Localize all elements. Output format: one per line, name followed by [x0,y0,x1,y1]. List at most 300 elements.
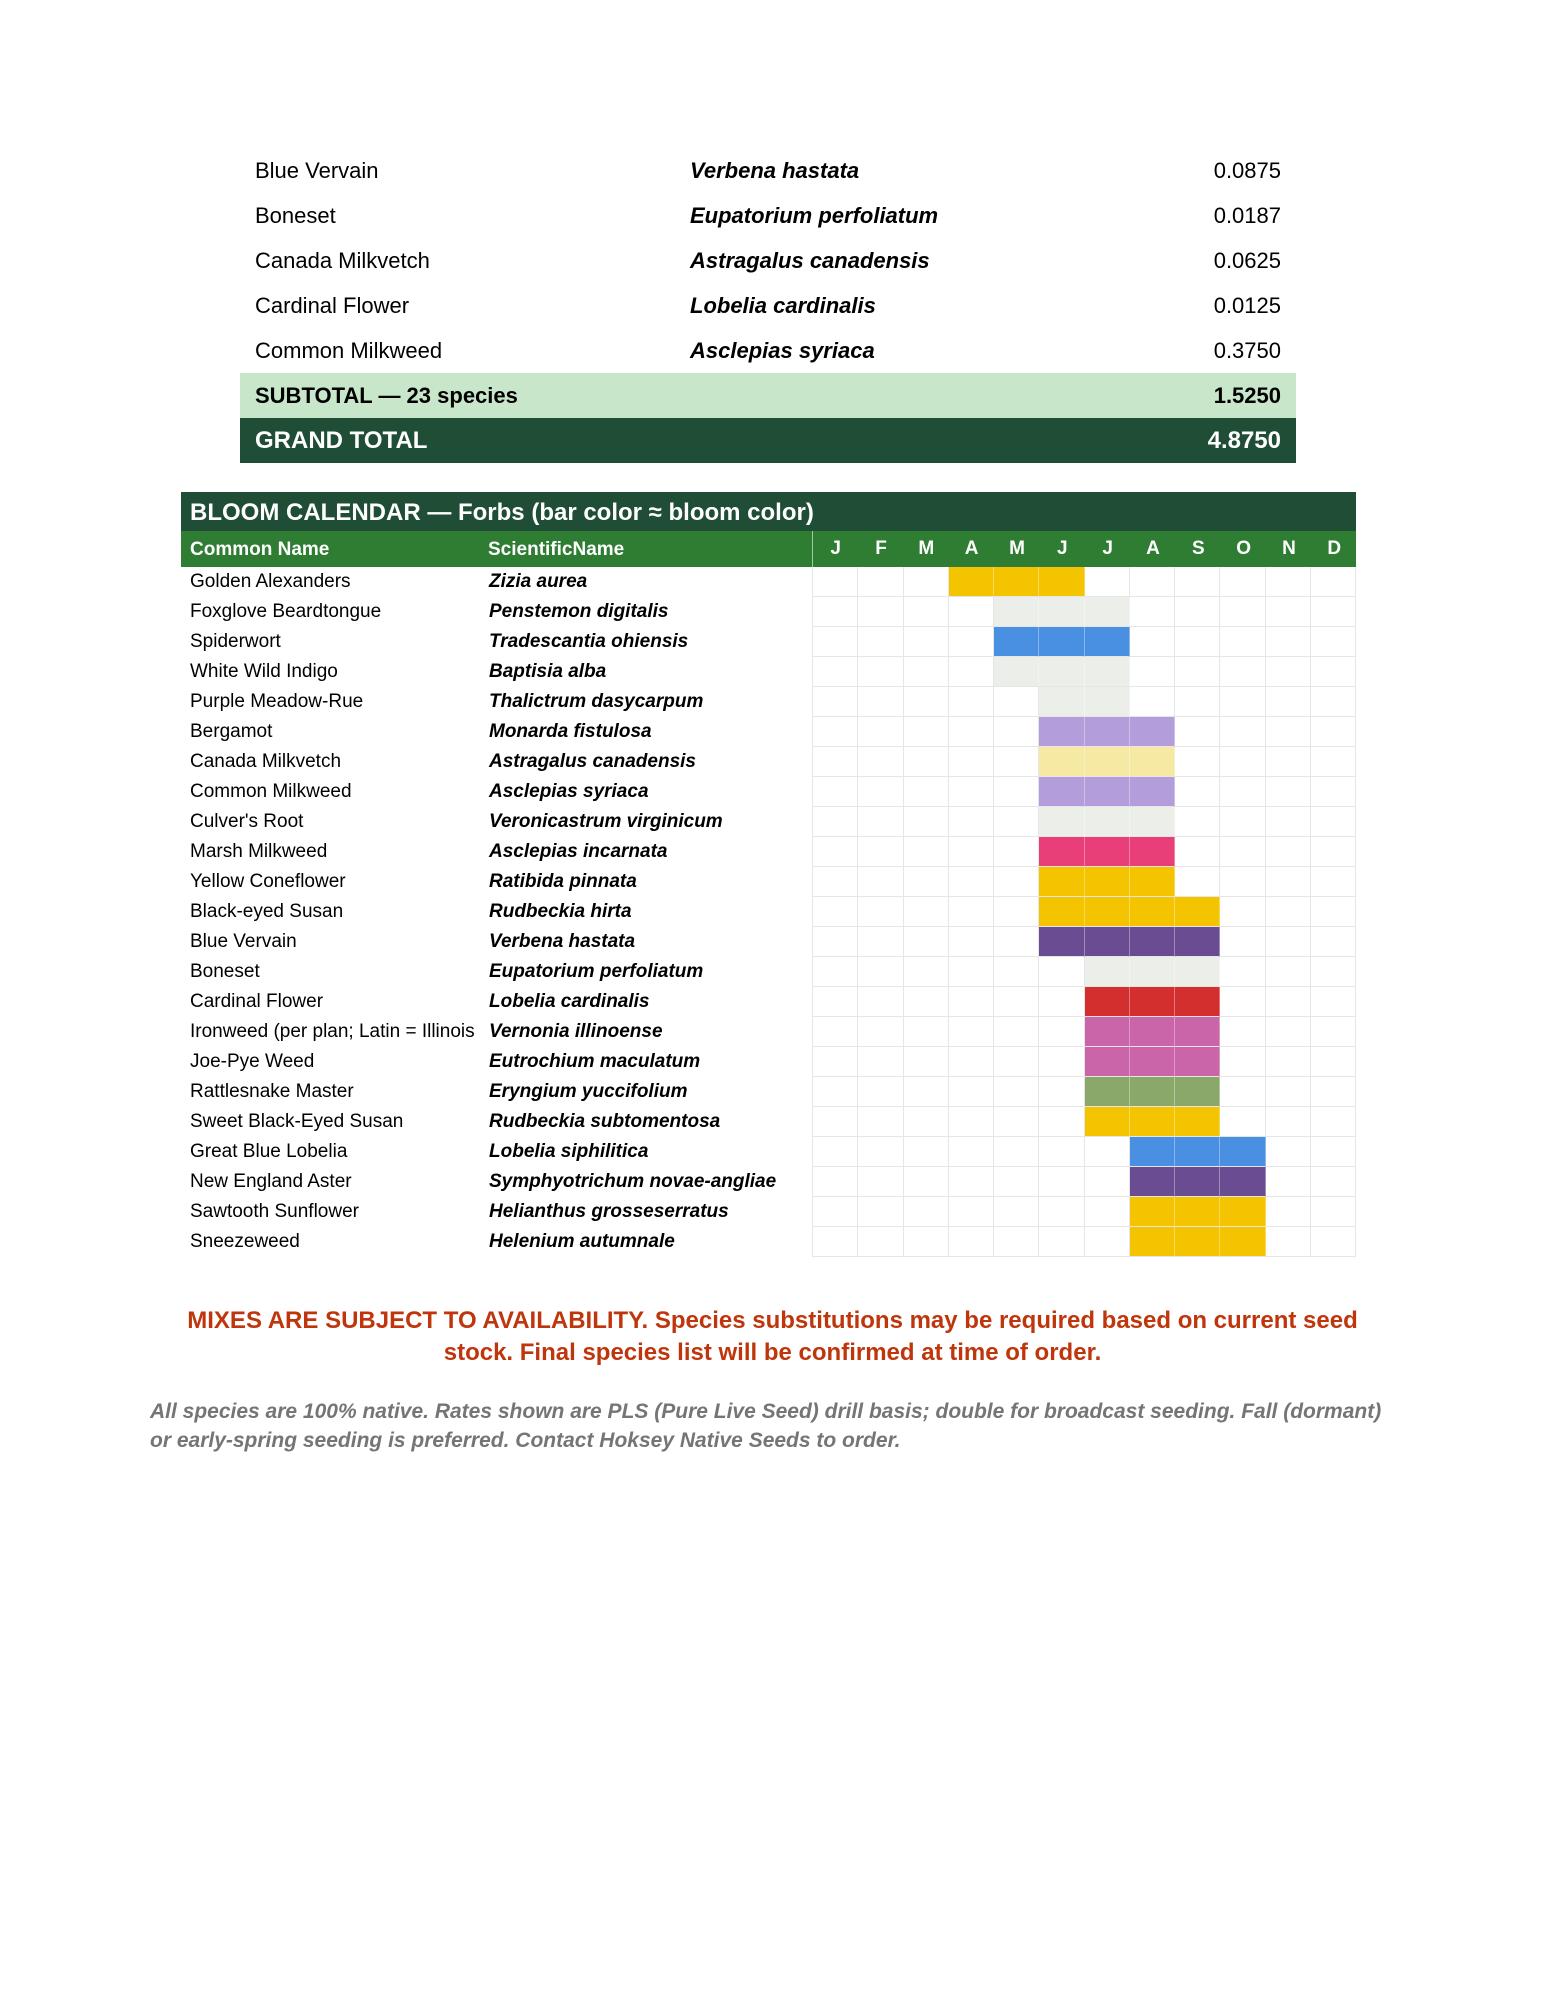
calendar-cell [858,927,903,957]
month-header: A [1146,538,1160,559]
calendar-cell [858,867,903,897]
calendar-cell [1311,777,1356,807]
calendar-cell [812,987,858,1017]
calendar-cell [949,1077,994,1107]
bloom-bar-cell [1085,837,1130,867]
bloom-bar-cell [1175,1107,1220,1137]
calendar-cell [1266,927,1311,957]
common-name: Spiderwort [190,631,281,652]
calendar-cell [949,1197,994,1227]
common-name: Sweet Black-Eyed Susan [190,1111,404,1132]
scientific-name: Asclepias incarnata [489,841,668,862]
calendar-cell [1175,747,1220,777]
calendar-cell [904,867,949,897]
calendar-cell [1220,1077,1265,1107]
seeding-rate: 0.0187 [1213,202,1281,228]
calendar-cell [858,897,903,927]
calendar-cell [904,837,949,867]
bloom-bar-cell [1130,1107,1175,1137]
subtotal-row [240,373,1296,418]
bloom-grid [812,1227,1356,1257]
seed-row [240,193,1296,238]
calendar-cell [812,957,858,987]
bloom-bar-cell [1039,837,1084,867]
calendar-cell [812,807,858,837]
calendar-cell [1130,597,1175,627]
scientific-name: Ratibida pinnata [489,871,637,892]
common-name: Great Blue Lobelia [190,1141,348,1162]
bloom-bar-cell [1130,717,1175,747]
bloom-calendar-title-text: BLOOM CALENDAR — Forbs (bar color ≈ bloom color) [190,499,814,526]
calendar-cell [904,987,949,1017]
calendar-cell [858,1107,903,1137]
calendar-cell [1311,837,1356,867]
calendar-cell [1039,1077,1084,1107]
calendar-cell [904,657,949,687]
calendar-cell [1085,1137,1130,1167]
bloom-grid [812,567,1356,597]
common-name: Blue Vervain [190,931,297,952]
calendar-cell [812,837,858,867]
calendar-cell [1175,627,1220,657]
calendar-cell [812,927,858,957]
calendar-cell [1085,567,1130,597]
calendar-cell [1266,867,1311,897]
scientific-name: Eutrochium maculatum [489,1051,701,1072]
calendar-cell [1220,687,1265,717]
calendar-cell [812,777,858,807]
calendar-cell [1130,627,1175,657]
bloom-grid [812,1137,1356,1167]
calendar-cell [1039,1047,1084,1077]
calendar-cell [812,657,858,687]
grand-total-value: 4.8750 [1207,426,1281,454]
month-header: O [1236,538,1251,559]
calendar-cell [812,687,858,717]
scientific-name: Rudbeckia subtomentosa [489,1111,721,1132]
bloom-bar-cell [1130,837,1175,867]
calendar-cell [949,897,994,927]
bloom-bar-cell [1085,1077,1130,1107]
calendar-cell [812,567,858,597]
seeding-rate: 0.0125 [1213,292,1281,318]
calendar-cell [1266,717,1311,747]
calendar-cell [994,987,1039,1017]
bloom-bar-cell [1039,807,1084,837]
month-header: J [1057,538,1068,559]
calendar-cell [1130,687,1175,717]
bloom-row [181,927,1356,957]
calendar-cell [994,1017,1039,1047]
calendar-cell [904,1107,949,1137]
scientific-name: Lobelia cardinalis [690,292,876,318]
bloom-bar-cell [1085,687,1130,717]
calendar-cell [1311,987,1356,1017]
calendar-cell [1175,597,1220,627]
common-name: Black-eyed Susan [190,901,344,922]
bloom-row [181,807,1356,837]
calendar-cell [1085,1197,1130,1227]
bloom-grid [812,687,1356,717]
bloom-bar-cell [1130,1167,1175,1197]
month-header: A [964,538,979,559]
calendar-cell [949,1227,994,1257]
calendar-cell [949,657,994,687]
calendar-cell [904,687,949,717]
bloom-bar-cell [994,627,1039,657]
calendar-cell [949,747,994,777]
bloom-bar-cell [1130,807,1175,837]
bloom-calendar-title [181,492,1356,531]
bloom-grid [812,867,1356,897]
calendar-cell [949,987,994,1017]
seeding-rate: 0.0625 [1213,247,1281,273]
bloom-row [181,1197,1356,1227]
calendar-cell [1220,657,1265,687]
month-header: M [918,538,935,559]
calendar-cell [1220,837,1265,867]
calendar-cell [1175,717,1220,747]
calendar-cell [994,807,1039,837]
calendar-cell [904,1047,949,1077]
bloom-bar-cell [1085,717,1130,747]
calendar-cell [1266,1197,1311,1227]
bloom-bar-cell [1039,777,1084,807]
calendar-cell [1266,627,1311,657]
calendar-cell [1220,957,1265,987]
calendar-cell [1266,1107,1311,1137]
scientific-name: Tradescantia ohiensis [489,631,689,652]
seed-row [240,328,1296,373]
bloom-bar-cell [1130,1227,1175,1257]
grand-total-row [240,418,1296,463]
bloom-bar-cell [1085,867,1130,897]
calendar-cell [949,957,994,987]
bloom-bar-cell [1130,957,1175,987]
calendar-cell [904,1167,949,1197]
calendar-cell [1039,1137,1084,1167]
scientific-name: Verbena hastata [690,157,860,183]
common-name: Sawtooth Sunflower [190,1201,359,1222]
calendar-cell [1266,897,1311,927]
calendar-cell [904,717,949,747]
scientific-name: Baptisia alba [489,661,607,682]
calendar-cell [994,1047,1039,1077]
bloom-row [181,1227,1356,1257]
calendar-cell [949,807,994,837]
calendar-cell [994,717,1039,747]
bloom-grid [812,1167,1356,1197]
bloom-row [181,597,1356,627]
bloom-grid [812,657,1356,687]
calendar-cell [1220,987,1265,1017]
calendar-cell [904,1227,949,1257]
bloom-grid [812,837,1356,867]
bloom-bar-cell [1220,1137,1265,1167]
bloom-bar-cell [1039,657,1084,687]
month-header: S [1191,538,1205,559]
calendar-cell [858,747,903,777]
calendar-cell [1266,1137,1311,1167]
calendar-cell [1039,1167,1084,1197]
bloom-bar-cell [1175,927,1220,957]
bloom-grid [812,897,1356,927]
common-name: Boneset [255,202,336,228]
bloom-bar-cell [1085,1107,1130,1137]
calendar-cell [994,957,1039,987]
calendar-cell [1266,957,1311,987]
calendar-cell [904,777,949,807]
bloom-row [181,1047,1356,1077]
bloom-bar-cell [1039,717,1084,747]
calendar-cell [994,1077,1039,1107]
calendar-cell [904,807,949,837]
common-name: Cardinal Flower [190,991,324,1012]
month-header: M [1009,538,1025,559]
scientific-name: Eupatorium perfoliatum [690,202,939,228]
calendar-cell [1266,597,1311,627]
calendar-cell [904,1137,949,1167]
bloom-bar-cell [1085,627,1130,657]
calendar-cell [1266,1047,1311,1077]
month-header: F [875,538,887,559]
calendar-cell [1175,867,1220,897]
common-name: Blue Vervain [255,157,379,183]
calendar-cell [1311,1137,1356,1167]
bloom-bar-cell [1130,1137,1175,1167]
bloom-bar-cell [1130,1077,1175,1107]
common-name: Joe-Pye Weed [190,1051,315,1072]
calendar-cell [994,1167,1039,1197]
bloom-bar-cell [1085,897,1130,927]
bloom-bar-cell [1130,987,1175,1017]
bloom-bar-cell [994,657,1039,687]
calendar-cell [812,717,858,747]
bloom-bar-cell [1130,747,1175,777]
scientific-name: Penstemon digitalis [489,601,669,622]
seed-row [240,238,1296,283]
bloom-bar-cell [1130,867,1175,897]
scientific-name: Lobelia cardinalis [489,991,650,1012]
scientific-name: Asclepias syriaca [690,337,875,363]
calendar-cell [1311,927,1356,957]
scientific-name: Vernonia illinoense [489,1021,663,1042]
bloom-bar-cell [1175,957,1220,987]
bloom-bar-cell [1175,1197,1220,1227]
calendar-cell [858,1047,903,1077]
calendar-cell [949,1017,994,1047]
calendar-cell [1220,1107,1265,1137]
calendar-cell [949,777,994,807]
bloom-row [181,717,1356,747]
common-name: New England Aster [190,1171,352,1192]
calendar-cell [904,1197,949,1227]
calendar-cell [1039,1107,1084,1137]
bloom-bar-cell [1039,927,1084,957]
bloom-bar-cell [1130,777,1175,807]
bloom-bar-cell [994,567,1039,597]
calendar-cell [904,1077,949,1107]
calendar-cell [994,927,1039,957]
bloom-bar-cell [949,567,994,597]
bloom-grid [812,987,1356,1017]
common-name: White Wild Indigo [190,661,338,682]
calendar-cell [1311,717,1356,747]
bloom-bar-cell [1130,1047,1175,1077]
calendar-cell [1266,1017,1311,1047]
common-name: Marsh Milkweed [190,841,328,862]
bloom-row [181,837,1356,867]
calendar-cell [994,897,1039,927]
bloom-grid [812,597,1356,627]
calendar-cell [1130,657,1175,687]
calendar-cell [858,987,903,1017]
bloom-row [181,1107,1356,1137]
bloom-row [181,657,1356,687]
calendar-cell [1039,1197,1084,1227]
calendar-cell [1266,987,1311,1017]
scientific-name: Eryngium yuccifolium [489,1081,688,1102]
calendar-cell [994,777,1039,807]
calendar-cell [1220,807,1265,837]
common-name: Common Milkweed [255,337,443,363]
calendar-cell [949,867,994,897]
scientific-name: Verbena hastata [489,931,636,952]
scientific-name: Zizia aurea [489,571,588,592]
calendar-cell [812,747,858,777]
calendar-cell [1311,597,1356,627]
calendar-cell [949,597,994,627]
calendar-cell [1220,567,1265,597]
calendar-cell [1175,807,1220,837]
calendar-cell [949,1107,994,1137]
calendar-cell [994,1107,1039,1137]
calendar-cell [858,687,903,717]
bloom-grid [812,807,1356,837]
calendar-cell [858,717,903,747]
bloom-grid [812,777,1356,807]
bloom-row [181,687,1356,717]
scientific-name: Helianthus grosseserratus [489,1201,729,1222]
scientific-name: Eupatorium perfoliatum [489,961,704,982]
bloom-bar-cell [1175,1077,1220,1107]
footnote: All species are 100% native. Rates shown are PLS (Pure Live Seed) drill basis; double for broadcast seeding. Fall (dormant) or early-spring seeding is preferred. Contact Hoksey Native Seeds to order. [150,1400,1382,1452]
calendar-cell [1175,687,1220,717]
calendar-cell [858,1017,903,1047]
bloom-calendar-body [181,567,1356,1257]
calendar-cell [858,1167,903,1197]
scientific-name: Astragalus canadensis [489,751,696,772]
seed-row [240,148,1296,193]
bloom-bar-cell [1085,657,1130,687]
calendar-cell [812,1137,858,1167]
calendar-cell [1311,1107,1356,1137]
calendar-cell [949,627,994,657]
bloom-bar-cell [1175,1137,1220,1167]
calendar-cell [1266,1077,1311,1107]
bloom-row [181,867,1356,897]
calendar-cell [812,1017,858,1047]
calendar-cell [812,1077,858,1107]
bloom-bar-cell [1039,747,1084,777]
month-header: N [1282,538,1296,559]
calendar-cell [1220,597,1265,627]
bloom-grid [812,1017,1356,1047]
calendar-cell [812,1047,858,1077]
bloom-bar-cell [1175,1047,1220,1077]
bloom-bar-cell [1130,897,1175,927]
calendar-cell [1220,1017,1265,1047]
calendar-cell [1039,957,1084,987]
bloom-bar-cell [1085,597,1130,627]
calendar-cell [858,957,903,987]
bloom-bar-cell [1085,747,1130,777]
calendar-cell [1220,867,1265,897]
bloom-grid [812,1077,1356,1107]
calendar-cell [1266,777,1311,807]
calendar-cell [1220,717,1265,747]
common-name: Bergamot [190,721,273,742]
calendar-cell [994,687,1039,717]
bloom-grid [812,717,1356,747]
scientific-name: Veronicastrum virginicum [489,811,723,832]
scientific-name: Monarda fistulosa [489,721,652,742]
bloom-bar-cell [1130,1197,1175,1227]
calendar-cell [1220,897,1265,927]
calendar-cell [1311,567,1356,597]
bloom-row [181,1137,1356,1167]
calendar-cell [1266,747,1311,777]
availability-notice: MIXES ARE SUBJECT TO AVAILABILITY. Species substitutions may be required based on current seed stock. Final species list will be confirmed at time of order. [187,1307,1358,1366]
calendar-cell [1266,1167,1311,1197]
calendar-cell [949,837,994,867]
calendar-cell [1175,777,1220,807]
seed-row [240,283,1296,328]
bloom-bar-cell [1175,897,1220,927]
calendar-cell [904,927,949,957]
calendar-cell [904,627,949,657]
calendar-cell [949,1167,994,1197]
calendar-cell [994,867,1039,897]
bloom-row [181,957,1356,987]
header-scientific-name: ScientificName [488,539,625,560]
bloom-bar-cell [1085,927,1130,957]
month-headers [812,531,1357,567]
bloom-bar-cell [1175,987,1220,1017]
calendar-cell [994,1227,1039,1257]
calendar-cell [904,1017,949,1047]
calendar-cell [858,837,903,867]
month-header: J [1102,538,1113,559]
common-name: Purple Meadow-Rue [190,691,364,712]
calendar-cell [904,747,949,777]
calendar-cell [1175,837,1220,867]
bloom-bar-cell [1039,867,1084,897]
bloom-row [181,987,1356,1017]
bloom-row [181,627,1356,657]
calendar-cell [1311,1077,1356,1107]
calendar-cell [994,1137,1039,1167]
calendar-cell [812,1227,858,1257]
calendar-cell [949,1137,994,1167]
calendar-cell [812,627,858,657]
calendar-cell [1266,567,1311,597]
calendar-cell [858,1227,903,1257]
calendar-cell [1220,747,1265,777]
calendar-cell [1311,957,1356,987]
subtotal-label: SUBTOTAL — 23 species [255,382,518,408]
calendar-cell [1266,807,1311,837]
